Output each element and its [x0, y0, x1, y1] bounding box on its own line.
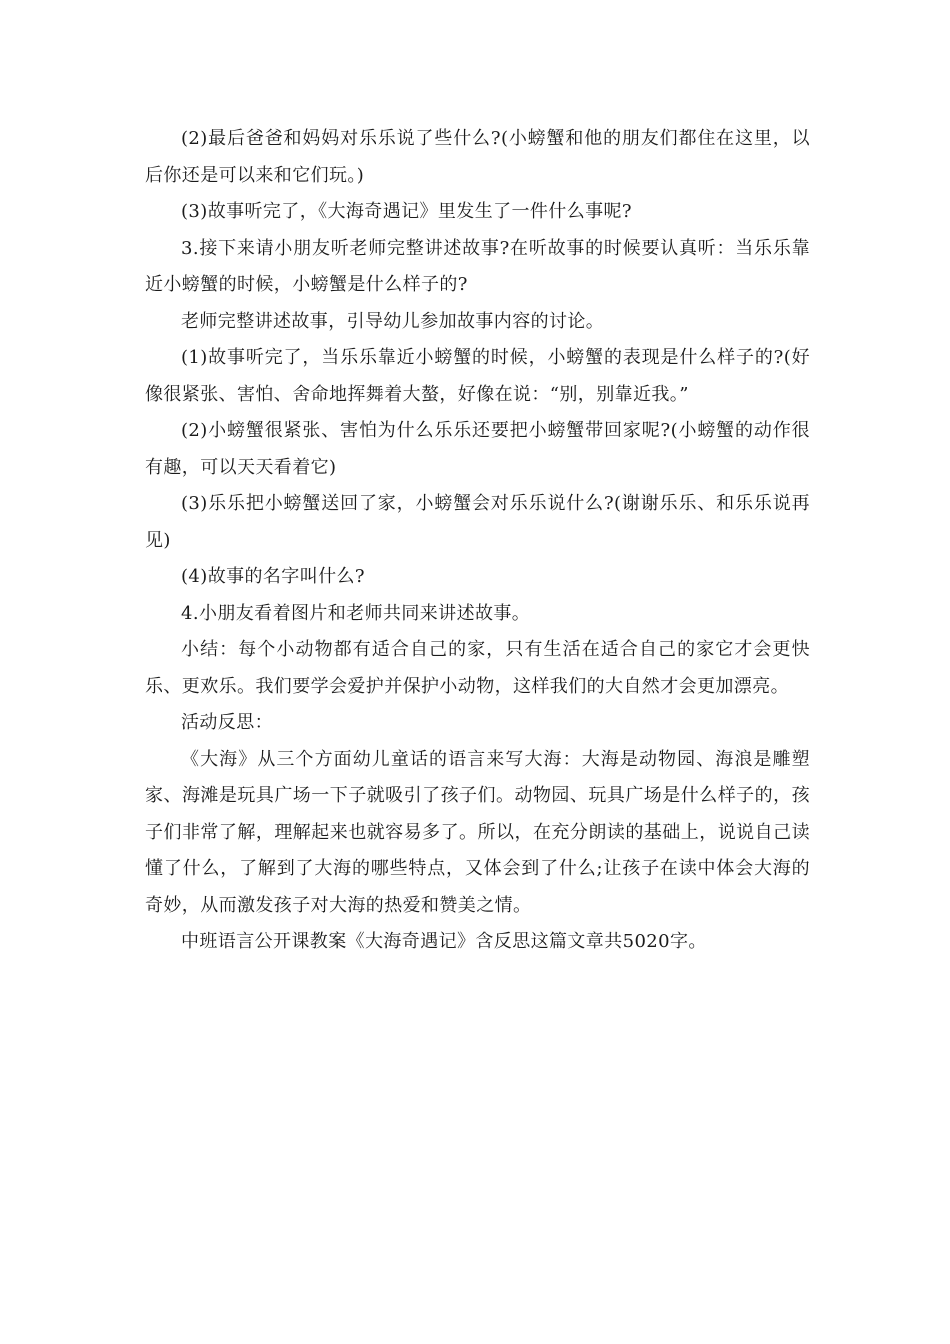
paragraph-step-3: 3.接下来请小朋友听老师完整讲述故事?在听故事的时候要认真听：当乐乐靠近小螃蟹的时候，小螃蟹是什么样子的? [145, 237, 810, 295]
paragraph-question-3-story: (3)故事听完了，《大海奇遇记》里发生了一件什么事呢? [181, 201, 632, 222]
paragraph-reflection-heading: 活动反思： [181, 712, 273, 733]
paragraph-discussion-2: (2)小螃蟹很紧张、害怕为什么乐乐还要把小螃蟹带回家呢?(小螃蟹的动作很有趣，可以天天看着它) [145, 420, 810, 478]
paragraph-discussion-1: (1)故事听完了，当乐乐靠近小螃蟹的时候，小螃蟹的表现是什么样子的?(好像很紧张、害怕、舍命地挥舞着大螯，好像在说：“别，别靠近我。” [145, 347, 810, 405]
document-body [145, 121, 810, 961]
paragraph-summary: 小结：每个小动物都有适合自己的家，只有生活在适合自己的家它才会更快乐、更欢乐。我们要学会爱护并保护小动物，这样我们的大自然才会更加漂亮。 [145, 639, 810, 697]
paragraph-step-4: 4.小朋友看着图片和老师共同来讲述故事。 [181, 602, 531, 624]
paragraph-discussion-4: (4)故事的名字叫什么? [181, 566, 365, 587]
paragraph-teacher-tells: 老师完整讲述故事，引导幼儿参加故事内容的讨论。 [181, 310, 605, 332]
paragraph-word-count: 中班语言公开课教案《大海奇遇记》含反思这篇文章共5020字。 [181, 931, 707, 952]
paragraph-reflection-body: 《大海》从三个方面幼儿童话的语言来写大海：大海是动物园、海浪是雕塑家、海滩是玩具广场一下子就吸引了孩子们。动物园、玩具广场是什么样子的，孩子们非常了解，理解起来也就容易多了。所以，在充分朗读的基础上，说说自己读懂了什么，了解到了大海的哪些特点，又体会到了什么;让孩子在读中体会大海的奇妙，从而激发孩子对大海的热爱和赞美之情。 [145, 748, 810, 916]
paragraph-question-2-parents: (2)最后爸爸和妈妈对乐乐说了些什么?(小螃蟹和他的朋友们都住在这里，以后你还是可以来和它们玩。) [145, 128, 810, 186]
paragraph-discussion-3: (3)乐乐把小螃蟹送回了家，小螃蟹会对乐乐说什么?(谢谢乐乐、和乐乐说再见) [145, 493, 810, 551]
